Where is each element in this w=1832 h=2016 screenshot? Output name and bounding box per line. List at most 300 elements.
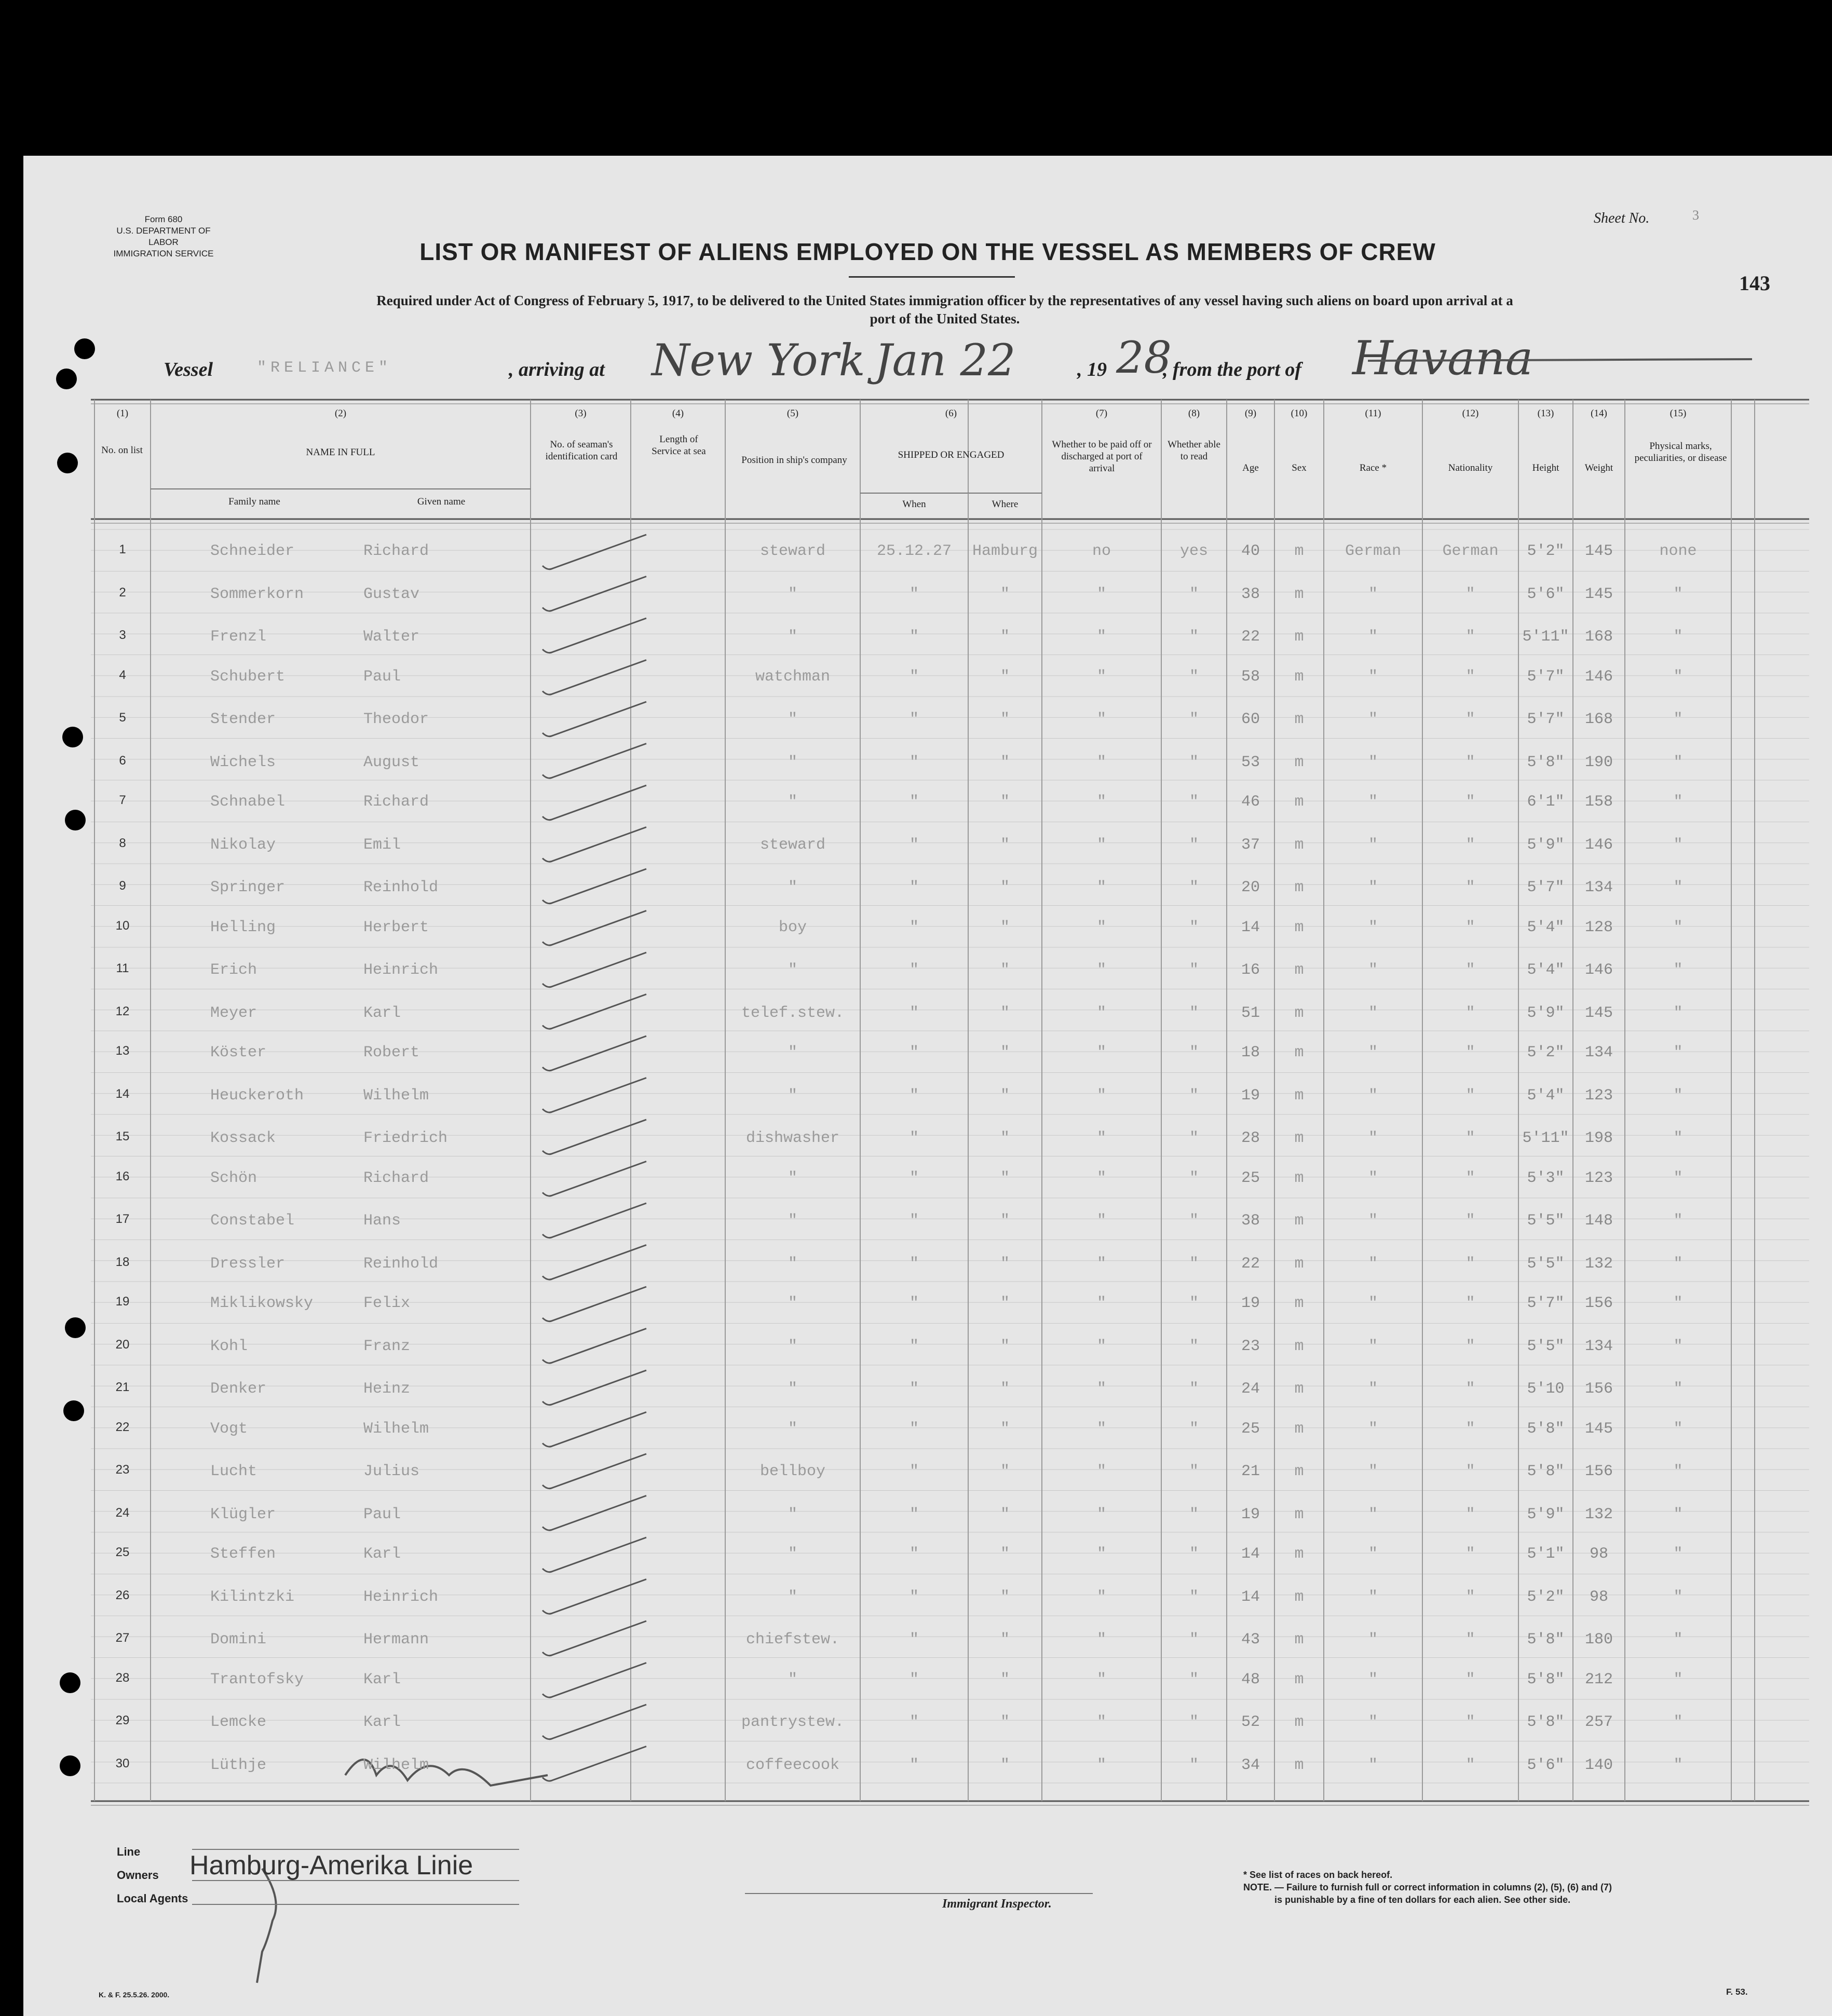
height-cell: 5'3" [1527,1169,1565,1187]
punch-hole [57,453,78,473]
height-cell: 5'8" [1527,1670,1565,1688]
able-to-read-cell: " [1189,1255,1199,1273]
height-cell: 5'2" [1527,542,1565,560]
able-to-read-cell: " [1189,1295,1199,1312]
family-name: Klügler [210,1505,276,1523]
inspector-label: Immigrant Inspector. [942,1897,1052,1911]
departure-port-handwritten: Havana [1352,331,1534,386]
able-to-read-cell: " [1189,1756,1199,1774]
age-cell: 18 [1241,1044,1260,1061]
nationality-cell: " [1465,753,1475,771]
age-cell: 14 [1241,918,1260,936]
weight-cell: 123 [1584,1169,1613,1187]
header-paid-off: Whether to be paid off or discharged at port of arrival [1052,439,1152,474]
age-cell: 24 [1241,1380,1260,1398]
given-name: Theodor [363,711,429,728]
column-number: (3) [575,408,587,419]
subtitle-line-2: port of the United States. [870,311,1020,326]
physical-marks-cell: " [1673,711,1683,728]
sex-cell: m [1294,1086,1304,1105]
row-number: 28 [115,1670,130,1685]
weight-cell: 145 [1584,1420,1613,1438]
paid-off-cell: " [1096,753,1106,771]
sex-cell: m [1294,918,1304,936]
nationality-cell: " [1465,668,1475,686]
weight-cell: 132 [1584,1255,1613,1273]
nationality-cell: " [1465,1004,1475,1022]
family-name: Kohl [210,1337,248,1355]
shipped-when: " [909,1169,919,1187]
age-cell: 14 [1241,1588,1260,1606]
able-to-read-cell: " [1189,1169,1199,1187]
paid-off-cell: " [1096,1212,1106,1230]
shipped-when: " [909,879,919,896]
table-grid [23,156,1832,2016]
family-name: Kossack [210,1129,276,1147]
sex-cell: m [1294,753,1304,771]
height-cell: 5'5" [1527,1337,1565,1355]
sex-cell: m [1294,836,1304,854]
header-where: Where [992,499,1019,510]
shipped-where: " [1000,1380,1010,1398]
physical-marks-cell: " [1673,1169,1683,1187]
shipped-when: " [909,668,919,686]
nationality-cell: " [1465,1337,1475,1355]
age-cell: 43 [1241,1631,1260,1649]
shipped-where: " [1000,711,1010,728]
family-name: Nikolay [210,836,276,854]
able-to-read-cell: " [1189,753,1199,771]
given-name: Gustav [363,585,420,603]
vessel-label: Vessel [164,359,213,380]
family-name: Wichels [210,753,276,771]
paid-off-cell: " [1096,836,1106,854]
given-name: Wilhelm [363,1420,429,1438]
position-cell: chiefstew. [745,1631,840,1649]
paid-off-cell: " [1096,1420,1106,1438]
column-number: (14) [1591,408,1607,419]
paid-off-cell: " [1096,1295,1106,1312]
header-sex: Sex [1292,462,1307,473]
height-cell: 6'1" [1527,793,1565,811]
physical-marks-cell: " [1673,585,1683,603]
physical-marks-cell: " [1673,668,1683,686]
age-cell: 40 [1241,542,1260,560]
age-cell: 16 [1241,961,1260,979]
nationality-cell: " [1465,1505,1475,1523]
shipped-when: " [909,1129,919,1147]
nationality-cell: " [1465,1670,1475,1688]
paid-off-cell: " [1096,1255,1106,1273]
manifest-sheet [23,156,1832,2016]
nationality-cell: German [1442,542,1499,560]
shipped-when: " [909,1463,919,1480]
position-cell: telef.stew. [741,1004,845,1022]
physical-marks-cell: " [1673,961,1683,979]
physical-marks-cell: " [1673,1255,1683,1273]
physical-marks-cell: " [1673,1420,1683,1438]
header-physical-marks: Physical marks, peculiarities, or disease [1634,441,1727,464]
paid-off-cell: " [1096,585,1106,603]
given-name: Karl [363,1004,401,1022]
family-name: Denker [210,1380,267,1398]
given-name: Hermann [363,1631,429,1649]
header-shipped-engaged: SHIPPED OR ENGAGED [898,449,1005,460]
position-cell: " [788,1295,797,1312]
sex-cell: m [1294,1212,1304,1230]
position-cell: " [788,1212,797,1230]
paid-off-cell: " [1096,711,1106,728]
department-line: U.S. DEPARTMENT OF LABOR [116,226,211,247]
sex-cell: m [1294,542,1304,560]
shipped-where: " [1000,879,1010,896]
nationality-cell: " [1465,1086,1475,1105]
age-cell: 19 [1241,1295,1260,1312]
given-name: Paul [363,1505,401,1523]
given-name: Paul [363,668,401,686]
nationality-cell: " [1465,961,1475,979]
position-cell: watchman [755,668,831,686]
row-number: 9 [119,879,126,893]
race-cell: " [1368,1255,1378,1273]
shipped-when: " [909,1380,919,1398]
row-number: 6 [119,753,126,768]
age-cell: 38 [1241,585,1260,603]
punch-hole [60,1672,80,1693]
shipped-when: 25.12.27 [876,542,952,560]
shipped-when: " [909,1337,919,1355]
shipped-when: " [909,918,919,936]
family-name: Meyer [210,1004,257,1022]
paid-off-cell: " [1096,1380,1106,1398]
family-name: Heuckeroth [210,1086,304,1105]
column-number: (13) [1537,408,1554,419]
form-number: Form 680 [144,214,183,224]
nationality-cell: " [1465,918,1475,936]
sex-cell: m [1294,1337,1304,1355]
physical-marks-cell: " [1673,836,1683,854]
service-line: IMMIGRATION SERVICE [113,249,214,258]
height-cell: 5'8" [1527,1713,1565,1731]
shipped-where: " [1000,628,1010,646]
family-name: Steffen [210,1545,276,1563]
age-cell: 23 [1241,1337,1260,1355]
family-name: Schneider [210,542,295,560]
header-able-to-read: Whether able to read [1168,439,1220,462]
position-cell: " [788,1420,797,1438]
paid-off-cell: " [1096,628,1106,646]
paid-off-cell: " [1096,1463,1106,1480]
physical-marks-cell: " [1673,793,1683,811]
shipped-where: Hamburg [972,542,1038,560]
row-number: 5 [119,711,126,725]
shipped-when: " [909,1588,919,1606]
age-cell: 22 [1241,628,1260,646]
position-cell: " [788,961,797,979]
column-number: (2) [334,408,347,419]
able-to-read-cell: " [1189,711,1199,728]
paid-off-cell: " [1096,793,1106,811]
family-name: Frenzl [210,628,267,646]
given-name: Karl [363,1670,401,1688]
row-number: 27 [115,1631,130,1645]
shipped-when: " [909,1631,919,1649]
weight-cell: 134 [1584,1337,1613,1355]
height-cell: 5'4" [1527,961,1565,979]
given-name: Felix [363,1295,411,1312]
weight-cell: 145 [1584,1004,1613,1022]
age-cell: 19 [1241,1505,1260,1523]
sheet-no-value: 3 [1692,208,1699,223]
height-cell: 5'8" [1527,1631,1565,1649]
year-handwritten: 28 [1116,332,1172,383]
punch-hole [74,338,95,359]
row-number: 29 [115,1713,130,1727]
weight-cell: 148 [1584,1212,1613,1230]
height-cell: 5'11" [1522,1129,1569,1147]
nationality-cell: " [1465,628,1475,646]
header-nationality: Nationality [1448,462,1493,473]
sex-cell: m [1294,1631,1304,1649]
position-cell: " [788,879,797,896]
nationality-cell: " [1465,1295,1475,1312]
position-cell: dishwasher [745,1129,840,1147]
age-cell: 53 [1241,753,1260,771]
punch-hole [62,727,83,747]
age-cell: 60 [1241,711,1260,728]
able-to-read-cell: " [1189,961,1199,979]
local-agents-label: Local Agents [117,1892,188,1905]
given-name: August [363,753,420,771]
able-to-read-cell: " [1189,1129,1199,1147]
position-cell: " [788,1670,797,1688]
position-cell: " [788,1505,797,1523]
height-cell: 5'7" [1527,668,1565,686]
age-cell: 25 [1241,1169,1260,1187]
race-cell: " [1368,1295,1378,1312]
race-cell: " [1368,836,1378,854]
paid-off-cell: " [1096,1086,1106,1105]
family-name: Springer [210,879,286,896]
position-cell: " [788,1044,797,1061]
weight-cell: 156 [1584,1380,1613,1398]
column-number: (10) [1291,408,1308,419]
shipped-when: " [909,1420,919,1438]
header-height: Height [1532,462,1559,473]
age-cell: 58 [1241,668,1260,686]
nationality-cell: " [1465,1713,1475,1731]
shipped-where: " [1000,918,1010,936]
age-cell: 52 [1241,1713,1260,1731]
height-cell: 5'7" [1527,879,1565,896]
age-cell: 48 [1241,1670,1260,1688]
family-name: Dressler [210,1255,286,1273]
shipped-when: " [909,711,919,728]
shipped-when: " [909,1212,919,1230]
printer-code: K. & F. 25.5.26. 2000. [99,1991,170,1999]
race-cell: " [1368,628,1378,646]
race-cell: " [1368,1212,1378,1230]
height-cell: 5'9" [1527,836,1565,854]
physical-marks-cell: " [1673,1086,1683,1105]
sex-cell: m [1294,879,1304,896]
physical-marks-cell: " [1673,1337,1683,1355]
race-cell: " [1368,1588,1378,1606]
footnotes [1243,1869,1612,1906]
shipped-where: " [1000,961,1010,979]
weight-cell: 132 [1584,1505,1613,1523]
shipped-where: " [1000,585,1010,603]
height-cell: 5'8" [1527,1463,1565,1480]
paid-off-cell: " [1096,1004,1106,1022]
paid-off-cell: " [1096,668,1106,686]
header-family-name: Family name [228,496,280,507]
sex-cell: m [1294,1129,1304,1147]
nationality-cell: " [1465,1212,1475,1230]
able-to-read-cell: " [1189,1463,1199,1480]
physical-marks-cell: " [1673,1004,1683,1022]
able-to-read-cell: " [1189,585,1199,603]
nationality-cell: " [1465,1255,1475,1273]
nationality-cell: " [1465,793,1475,811]
owners-label: Owners [117,1869,159,1882]
paid-off-cell: " [1096,1337,1106,1355]
family-name: Stender [210,711,276,728]
row-number: 25 [115,1545,130,1559]
punch-hole [65,1317,86,1338]
family-name: Miklikowsky [210,1295,314,1312]
age-cell: 51 [1241,1004,1260,1022]
height-cell: 5'4" [1527,918,1565,936]
given-name: Herbert [363,918,429,936]
given-name: Reinhold [363,879,439,896]
paid-off-cell: " [1096,1505,1106,1523]
weight-cell: 156 [1584,1463,1613,1480]
able-to-read-cell: " [1189,1631,1199,1649]
paid-off-cell: " [1096,1044,1106,1061]
shipped-where: " [1000,1004,1010,1022]
sex-cell: m [1294,1255,1304,1273]
race-cell: " [1368,1670,1378,1688]
able-to-read-cell: " [1189,918,1199,936]
age-cell: 38 [1241,1212,1260,1230]
able-to-read-cell: " [1189,1044,1199,1061]
shipped-where: " [1000,1420,1010,1438]
penalty-note-2: is punishable by a fine of ten dollars for each alien. See other side. [1274,1895,1571,1905]
row-number: 2 [119,585,126,600]
nationality-cell: " [1465,1169,1475,1187]
shipped-when: " [909,585,919,603]
sex-cell: m [1294,1004,1304,1022]
given-name: Franz [363,1337,411,1355]
given-name: Karl [363,1545,401,1563]
physical-marks-cell: " [1673,628,1683,646]
race-cell: " [1368,1337,1378,1355]
shipped-where: " [1000,1337,1010,1355]
header-given-name: Given name [417,496,466,507]
height-cell: 5'8" [1527,1420,1565,1438]
agent-handwritten-mark [257,1869,276,1983]
row-number: 16 [115,1169,130,1183]
form-code: F. 53. [1726,1987,1748,1997]
position-cell: " [788,753,797,771]
height-cell: 5'7" [1527,1295,1565,1312]
row-number: 22 [115,1420,130,1434]
shipped-when: " [909,1295,919,1312]
weight-cell: 190 [1584,753,1613,771]
sex-cell: m [1294,1380,1304,1398]
shipped-when: " [909,961,919,979]
physical-marks-cell: " [1673,1044,1683,1061]
physical-marks-cell: " [1673,753,1683,771]
shipped-when: " [909,628,919,646]
height-cell: 5'6" [1527,1756,1565,1774]
page-number: 143 [1739,271,1770,295]
given-name: Richard [363,1169,429,1187]
able-to-read-cell: " [1189,1420,1199,1438]
shipped-when: " [909,1545,919,1563]
row-number: 4 [119,668,126,682]
shipped-where: " [1000,1044,1010,1061]
given-name: Heinrich [363,961,439,979]
weight-cell: 180 [1584,1631,1613,1649]
shipped-where: " [1000,1588,1010,1606]
manifest-title: LIST OR MANIFEST OF ALIENS EMPLOYED ON THE VESSEL AS MEMBERS OF CREW [419,238,1436,265]
family-name: Lucht [210,1463,257,1480]
race-cell: " [1368,1420,1378,1438]
age-cell: 14 [1241,1545,1260,1563]
nationality-cell: " [1465,585,1475,603]
weight-cell: 146 [1584,668,1613,686]
shipped-when: " [909,793,919,811]
shipped-where: " [1000,753,1010,771]
position-cell: " [788,1086,797,1105]
weight-cell: 198 [1584,1129,1613,1147]
year-prefix: , 19 [1077,359,1107,380]
age-cell: 19 [1241,1086,1260,1105]
race-cell: " [1368,1380,1378,1398]
row-number: 8 [119,836,126,850]
row-number: 3 [119,628,126,642]
column-number: (15) [1670,408,1687,419]
able-to-read-cell: " [1189,1380,1199,1398]
shipped-where: " [1000,1505,1010,1523]
nationality-cell: " [1465,1756,1475,1774]
height-cell: 5'7" [1527,711,1565,728]
race-cell: " [1368,879,1378,896]
physical-marks-cell: " [1673,1129,1683,1147]
height-cell: 5'8" [1527,753,1565,771]
family-name: Lemcke [210,1713,267,1731]
position-cell: " [788,1588,797,1606]
paid-off-cell: " [1096,1631,1106,1649]
header-weight: Weight [1584,462,1613,473]
position-cell: " [788,1380,797,1398]
row-number: 18 [115,1255,130,1269]
nationality-cell: " [1465,1463,1475,1480]
row-number: 30 [115,1756,130,1770]
shipped-where: " [1000,1463,1010,1480]
race-cell: " [1368,1545,1378,1563]
sex-cell: m [1294,1713,1304,1731]
given-name: Heinrich [363,1588,439,1606]
row-number: 26 [115,1588,130,1602]
given-name: Richard [363,793,429,811]
shipped-when: " [909,1255,919,1273]
row-number: 17 [115,1212,130,1226]
race-cell: " [1368,1713,1378,1731]
race-cell: German [1345,542,1402,560]
